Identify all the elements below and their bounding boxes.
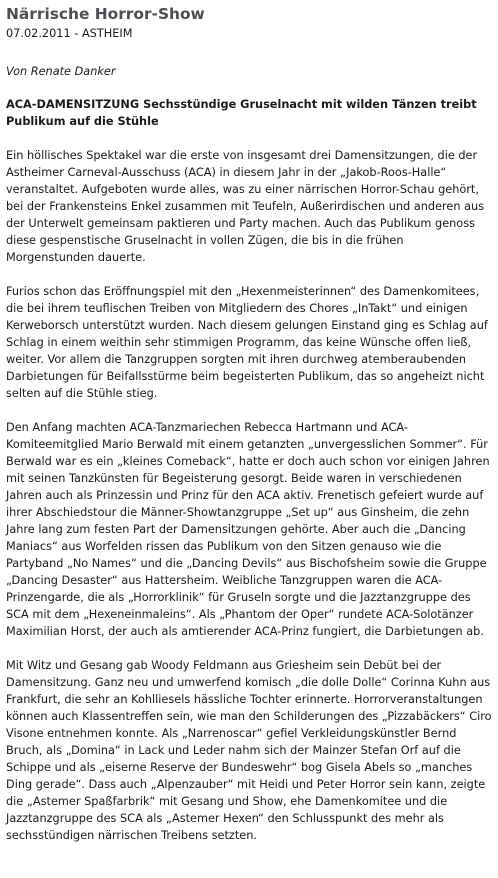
article-paragraph-1: Ein höllisches Spektakel war die erste von insgesamt drei Damensitzungen, die der Astheimer Carneval-Ausschuss (ACA) in diesem Jahr in der „Jakob-Roos-Halle“ veranstaltet. Aufgeboten wurde alles, was zu einer närrischen Horror-Schau gehört, bei der Frankensteins Enkel zusammen mit Teufeln, Außerirdischen und anderen aus der Unterwelt gemeinsam paktieren und Party machen. Auch das Publikum genoss diese gespenstische Gruselnacht in vollen Zügen, die bis in die frühen Morgenstunden dauerte. [6,149,485,264]
article-author: Von Renate Danker [6,65,116,78]
article-lead: ACA-DAMENSITZUNG Sechsstündige Gruselnacht mit wilden Tänzen treibt Publikum auf die Stühle [6,98,477,128]
article-paragraph-3: Den Anfang machten ACA-Tanzmariechen Rebecca Hartmann und ACA-Komiteemitglied Mario Berwald mit einem getanzten „unvergesslichen Sommer“. Für Berwald war es ein „kleines Comeback“, hatte er doch auch schon vor einigen Jahren mit seinen Tanzkünsten für Begeisterung gesorgt. Beide waren in verschiedenen Jahren auch als Prinzessin und Prinz für den ACA aktiv. Frenetisch gefeiert wurde auf ihrer Abschiedstour die Männer-Showtanzgruppe „Set up“ aus Ginsheim, die zehn Jahre lang zum festen Part der Damensitzungen gehörte. Aber auch die „Dancing Maniacs“ aus Worfelden rissen das Publikum von den Sitzen genauso wie die Partyband „No Names“ und die „Dancing Devils“ aus Bischofsheim sowie die Gruppe „Dancing Desaster“ aus Hattersheim. Weibliche Tanzgruppen waren die ACA-Prinzengarde, die als „Horrorklinik“ für Gruseln sorgte und die Jazztanzgruppe des SCA mit dem „Hexeneinmaleins“. Als „Phantom der Oper“ rundete ACA-Solotänzer Maximilian Horst, der auch als amtierender ACA-Prinz fungiert, die Darbietungen ab. [6,421,490,638]
article-dateline: 07.02.2011 - ASTHEIM [6,27,133,40]
article-headline: Närrische Horror-Show [6,5,205,23]
article-paragraph-4: Mit Witz und Gesang gab Woody Feldmann aus Griesheim sein Debüt bei der Damensitzung. Ganz neu und umwerfend komisch „die dolle Dolle“ Corinna Kuhn aus Frankfurt, die sehr an Kohlliesels hässliche Tochter erinnerte. Horrorveranstaltungen können auch Klassentreffen sein, wie man den Schilderungen des „Pizzabäckers“ Ciro Visone entnehmen konnte. Als „Narrenoscar“ gefiel Verkleidungskünstler Bernd Bruch, als „Domina“ in Lack und Leder nahm sich der Mainzer Stefan Orf auf die Schippe und als „eiserne Reserve der Bundeswehr“ bog Gisela Abels so „manches Ding gerade“. Dass auch „Alpenzauber“ mit Heidi und Peter Horror sein kann, zeigte die „Astemer Spaßfarbrik“ mit Gesang und Show, ehe Damenkomitee und die Jazztanzgruppe des SCA als „Astemer Hexen“ den Schlusspunkt des mehr als sechsstündigen närrischen Treibens setzten. [6,659,492,842]
article-paragraph-2: Furios schon das Eröffnungspiel mit den „Hexenmeisterinnen“ des Damenkomitees, die bei ihrem teuflischen Treiben von Mitgliedern des Chores „InTakt“ und einigen Kerweborsch unterstützt wurden. Nach diesem gelungen Einstand ging es Schlag auf Schlag in einem weithin sehr stimmigen Programm, das keine Wünsche offen ließ, weiter. Vor allem die Tanzgruppen sorgten mit ihren durchweg atemberaubenden Darbietungen für Beifallsstürme beim begeisterten Publikum, das so angeheizt nicht selten auf die Stühle stieg. [6,285,488,400]
